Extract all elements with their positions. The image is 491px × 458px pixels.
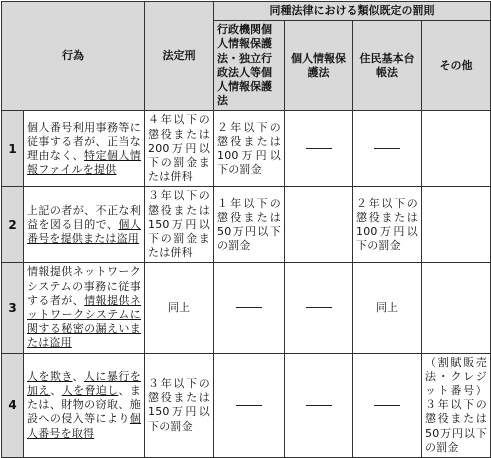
dash-mark [374,405,400,406]
act-underlined: 個人番号を取得 [27,412,141,440]
admin-law-cell [214,263,285,353]
dash-mark [306,148,332,149]
act-text: 、または、財物の窃取、施設への侵入等により [27,384,142,426]
resident-law-cell [353,111,422,187]
table-row [2,187,491,263]
row-number: 3 [2,263,24,353]
resident-law-cell: ２年以下の懲役または100万円以下の罰金 [353,187,422,263]
act-underlined: 個人番号を提供または盗用 [27,217,141,246]
admin-law-cell [214,353,285,457]
act-underlined: 人を欺き [27,369,73,383]
table-row [2,353,491,457]
other-cell [422,263,491,353]
act-text: 個人番号利用事務等に従事する者が、正当な理由なく、 [27,120,141,162]
act-underlined: 人を脅迫し [61,384,119,398]
act-text: 、 [50,384,62,398]
act-text: 情報提供ネットワークシステムの事務に従事する者が、 [27,265,141,307]
row-number: 2 [2,187,24,263]
table-row [2,263,491,353]
act-underlined: 情報提供ネットワークシステムに関する秘密の漏えいまたは盗用 [27,293,142,350]
act-underlined: 特定個人情報ファイルを提供 [27,148,142,177]
other-cell [422,111,491,187]
dash-mark [306,405,332,406]
privacy-law-cell [285,353,353,457]
header-penalty: 法定刑 [145,2,214,111]
act-text: 、 [72,369,84,383]
dash-mark [236,307,262,308]
dash-mark [374,148,400,149]
dash-mark [236,405,262,406]
dash-mark [306,307,332,308]
act-cell [24,353,145,457]
penalty-cell: ４年以下の懲役または200万円以下の罰金または併科 [145,111,214,187]
privacy-law-cell [285,187,353,263]
act-cell [24,263,145,353]
header-group-title: 同種法律における類似既定の罰則 [214,2,491,21]
header-privacy-law: 個人情報保護法 [285,21,353,111]
row-number: 4 [2,353,24,457]
privacy-law-cell [285,111,353,187]
other-cell [422,187,491,263]
header-resident-law: 住民基本台帳法 [353,21,422,111]
penalty-cell: ３年以下の懲役または150万円以下の罰金または併科 [145,187,214,263]
privacy-law-cell [285,263,353,353]
resident-law-cell [353,353,422,457]
resident-law-cell: 同上 [353,263,422,353]
header-admin-law: 行政機関個人情報保護法・独立行政法人等個人情報保護法 [214,21,285,111]
penalty-table [1,1,491,458]
header-other: その他 [422,21,491,111]
act-text: 上記の者が、不正な利益を図る目的で、 [27,203,141,231]
act-underlined: 人に暴行を加え [27,369,141,398]
act-cell [24,111,145,187]
admin-law-cell: １年以下の懲役または50万円以下の罰金 [214,187,285,263]
other-cell: （割賦販売法・クレジット番号）３年以下の懲役または50万円以下の罰金 [422,353,491,457]
row-number: 1 [2,111,24,187]
act-cell [24,187,145,263]
header-act: 行為 [2,2,145,111]
penalty-cell: ３年以下の懲役または150万円以下の罰金 [145,353,214,457]
table-row [2,111,491,187]
admin-law-cell: ２年以下の懲役または100万円以下の罰金 [214,111,285,187]
penalty-cell: 同上 [145,263,214,353]
